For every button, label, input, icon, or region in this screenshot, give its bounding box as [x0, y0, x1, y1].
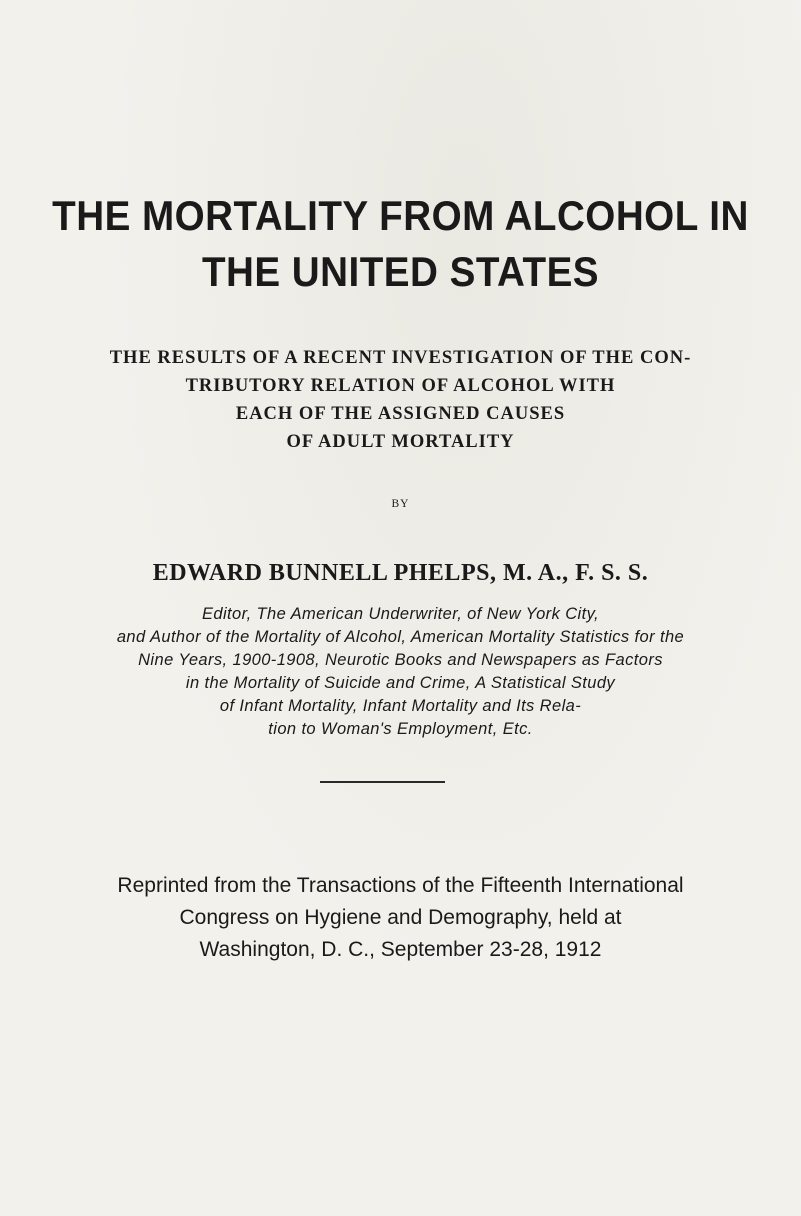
- reprint-line-1: Reprinted from the Transactions of the Fifteenth International: [117, 874, 684, 897]
- credential-line-4: in the Mortality of Suicide and Crime, A Statistical Study: [185, 674, 616, 692]
- subtitle-line-2: TRIBUTORY RELATION OF ALCOHOL WITH: [185, 376, 616, 396]
- credential-line-5: of Infant Mortality, Infant Mortality and Its Rela-: [219, 697, 582, 715]
- reprint-line-2: Congress on Hygiene and Demography, held at: [179, 906, 622, 929]
- author-credentials: [0, 603, 801, 741]
- horizontal-rule: [320, 781, 445, 783]
- credential-line-3: Nine Years, 1900-1908, Neurotic Books and Newspapers as Factors: [138, 651, 663, 669]
- credential-line-2: and Author of the Mortality of Alcohol, American Mortality Statistics for the: [116, 628, 685, 646]
- title-line-1: THE MORTALITY FROM ALCOHOL IN: [52, 192, 749, 239]
- reprint-line-3: Washington, D. C., September 23-28, 1912: [199, 938, 602, 961]
- subtitle-line-3: EACH OF THE ASSIGNED CAUSES: [235, 404, 566, 424]
- document-title: [32, 188, 769, 300]
- subtitle-line-1: THE RESULTS OF A RECENT INVESTIGATION OF THE CON-: [109, 348, 692, 368]
- subtitle-line-4: OF ADULT MORTALITY: [286, 432, 515, 452]
- author-name: EDWARD BUNNELL PHELPS, M. A., F. S. S.: [152, 560, 649, 586]
- document-subtitle: [0, 344, 801, 456]
- reprint-note: [0, 870, 801, 966]
- by-label: BY: [391, 498, 410, 510]
- credential-line-1: Editor, The American Underwriter, of New York City,: [202, 605, 599, 623]
- title-line-2: THE UNITED STATES: [201, 248, 600, 295]
- credential-line-6: tion to Woman's Employment, Etc.: [268, 720, 533, 738]
